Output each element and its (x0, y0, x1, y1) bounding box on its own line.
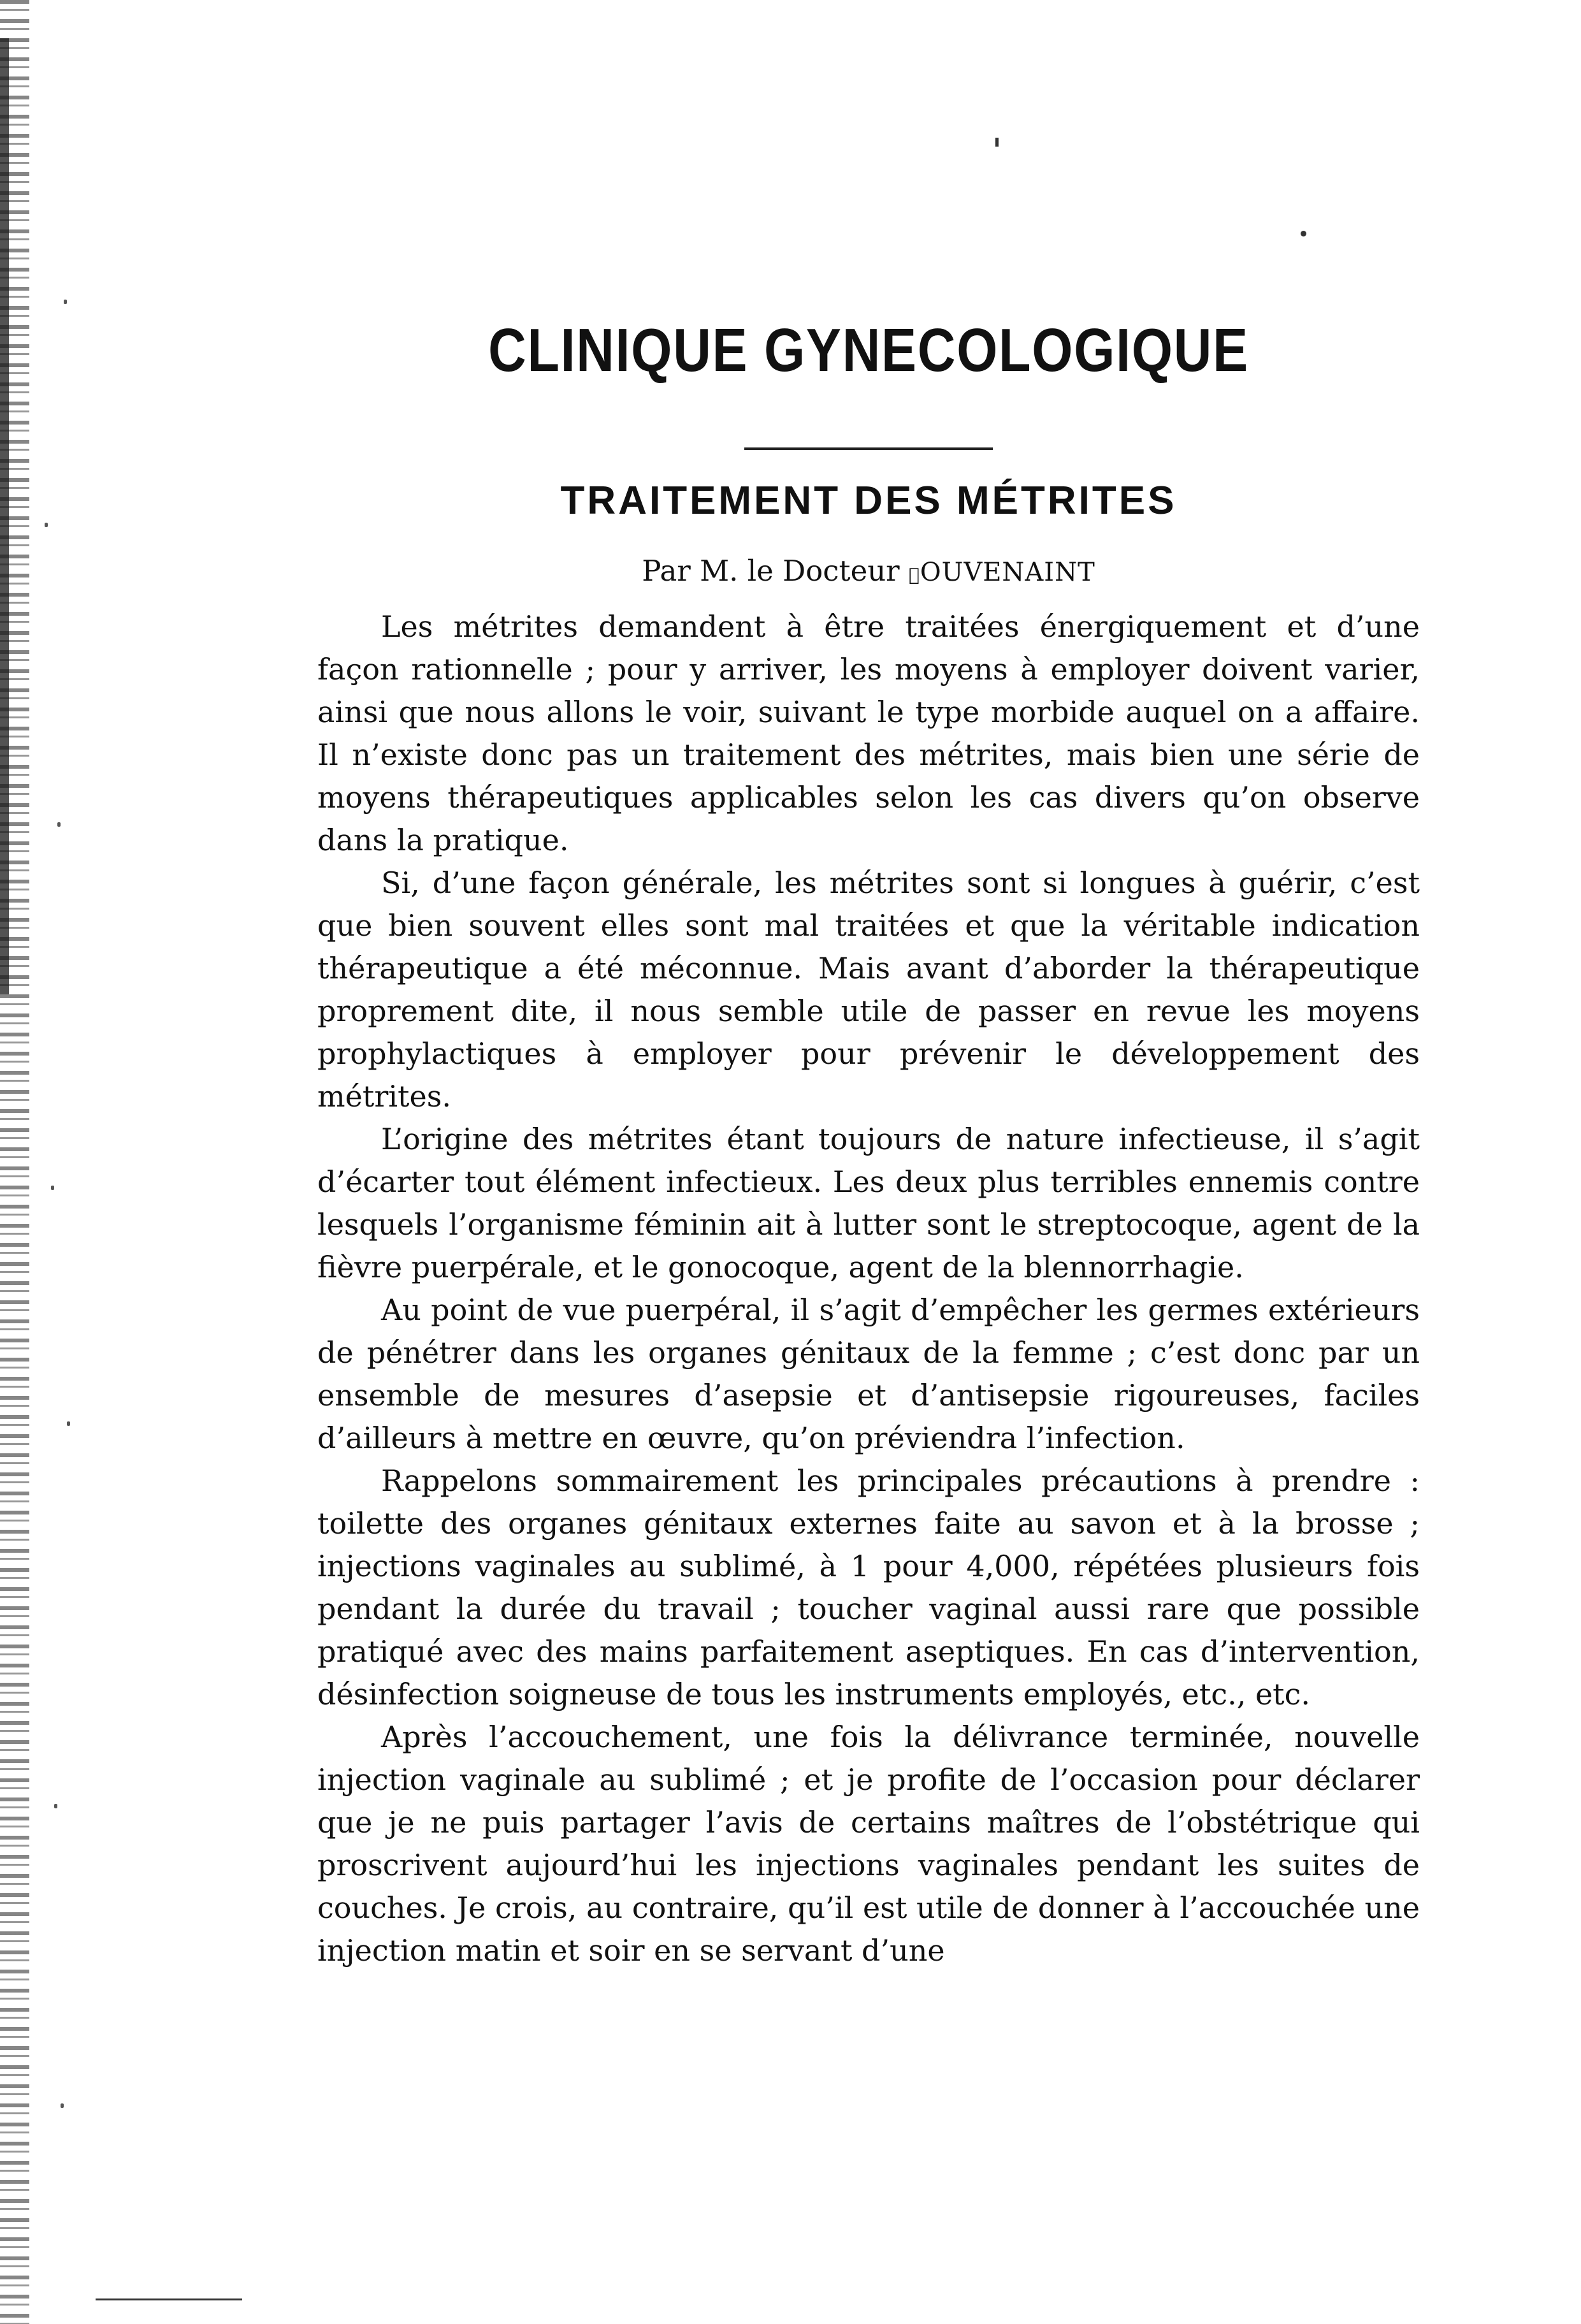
paragraph: Les métrites demandent à être traitées énergiquement et d’une façon rationnelle ; pour y arriver, les moyens à employer doivent varier, ainsi que nous allons le voir, suivant le type morbide auquel on a affaire. Il n’existe donc pas un traitement des métrites, mais bien une série de moyens thérapeutiques applicables selon les cas divers qu’on observe dans la pratique. (317, 609, 1420, 857)
article-body (317, 606, 1420, 1972)
paragraph: L’origine des métrites étant toujours de nature infectieuse, il s’agit d’écarter tout élément infectieux. Les deux plus terribles ennemis contre lesquels l’organisme féminin ait à lutter sont le streptocoque, agent de la fièvre puerpérale, et le gonocoque, agent de la blennorrhagie. (317, 1122, 1420, 1284)
page-binding-shadow (0, 38, 9, 994)
author-byline (317, 552, 1420, 592)
document-page (317, 274, 1420, 1972)
paragraph: Au point de vue puerpéral, il s’agit d’empêcher les germes extérieurs de pénétrer dans les organes génitaux de la femme ; c’est donc par un ensemble de mesures d’asepsie et d’antisepsie rigoureuses, faciles d’ailleurs à mettre en œuvre, qu’on préviendra l’infection. (317, 1293, 1420, 1455)
byline-prefix: Par M. le Docteur (642, 554, 900, 588)
scan-dot (995, 138, 999, 147)
scan-specks (38, 0, 89, 2324)
footer-divider (96, 2299, 242, 2300)
scan-dot (1301, 231, 1306, 236)
document-subtitle: TRAITEMENT DES MÉTRITES (560, 479, 1177, 523)
paragraph: Après l’accouchement, une fois la délivrance terminée, nouvelle injection vaginale au sublimé ; et je profite de l’occasion pour déclarer que je ne puis partager l’avis de certains maîtres de l’obstétrique qui proscrivent aujourd’hui les injections vaginales pendant les suites de couches. Je crois, au contraire, qu’il est utile de donner à l’accouchée une injection matin et soir en se servant d’une (317, 1720, 1420, 1968)
paragraph: Rappelons sommairement les principales précautions à prendre : toilette des organes génitaux externes faite au savon et à la brosse ; injections vaginales au sublimé, à 1 pour 4,000, répétées plusieurs fois pendant la durée du travail ; toucher vaginal aussi rare que possible pratiqué avec des mains parfaitement aseptiques. En cas d’intervention, désinfection soigneuse de tous les instruments employés, etc., etc. (317, 1463, 1420, 1711)
title-divider (744, 447, 993, 450)
paragraph: Si, d’une façon générale, les métrites sont si longues à guérir, c’est que bien souvent elles sont mal traitées et que la véritable indication thérapeutique a été méconnue. Mais avant d’aborder la thérapeutique proprement dite, il nous semble utile de passer en revue les moyens prophylactiques à employer pour prévenir le développement des métrites. (317, 866, 1420, 1114)
author-name: ɪOUVENAINT (909, 558, 1095, 587)
document-title: CLINIQUE GYNECOLOGIQUE (488, 316, 1249, 384)
